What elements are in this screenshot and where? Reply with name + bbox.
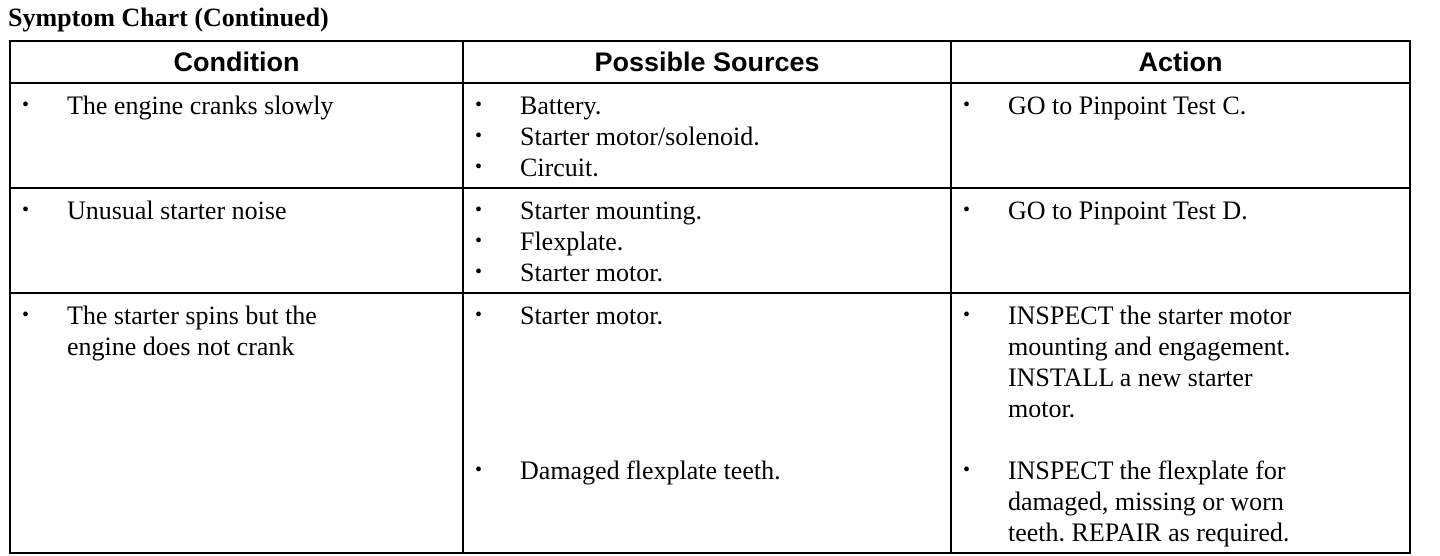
- list-item: [963, 90, 1401, 121]
- bullet-icon: •: [22, 94, 30, 116]
- action-text: [1008, 300, 1291, 424]
- table-row: [10, 83, 1410, 188]
- page-title: Symptom Chart (Continued): [8, 3, 329, 32]
- condition-cell: [10, 188, 463, 293]
- action-line: mounting and engagement.: [1008, 332, 1291, 361]
- list-item: [22, 195, 454, 226]
- list-item: [475, 455, 942, 486]
- bullet-icon: •: [475, 304, 483, 326]
- table-row: [10, 188, 1410, 293]
- sources-cell: [463, 83, 951, 188]
- action-cell: [951, 293, 1410, 553]
- action-line: INSPECT the flexplate for: [1008, 456, 1286, 485]
- header-condition: Condition: [10, 41, 463, 83]
- bullet-icon: •: [963, 94, 971, 116]
- list-item: [475, 300, 942, 331]
- source-text: Starter motor/solenoid.: [520, 122, 760, 151]
- list-item: [475, 195, 942, 226]
- list-item: [963, 195, 1401, 226]
- source-text: Starter motor.: [520, 301, 663, 330]
- list-item: [475, 152, 942, 183]
- list-item: [963, 300, 1401, 424]
- bullet-icon: •: [475, 459, 483, 481]
- list-item: [475, 90, 942, 121]
- source-text: Starter motor.: [520, 258, 663, 287]
- source-text: Circuit.: [520, 153, 599, 182]
- bullet-icon: •: [22, 199, 30, 221]
- action-text: GO to Pinpoint Test D.: [1008, 196, 1248, 225]
- action-line: damaged, missing or worn: [1008, 487, 1284, 516]
- bullet-icon: •: [963, 459, 971, 481]
- source-text: Starter mounting.: [520, 196, 702, 225]
- condition-cell: [10, 293, 463, 553]
- list-item: [475, 121, 942, 152]
- condition-text: [67, 300, 317, 362]
- source-text: Battery.: [520, 91, 602, 120]
- bullet-icon: •: [475, 125, 483, 147]
- table-header-row: [10, 41, 1410, 83]
- action-text: [1008, 455, 1289, 548]
- table-row: [10, 293, 1410, 553]
- condition-line: engine does not crank: [67, 332, 295, 361]
- condition-text: Unusual starter noise: [67, 196, 287, 225]
- list-item: [475, 226, 942, 257]
- condition-cell: [10, 83, 463, 188]
- bullet-icon: •: [22, 304, 30, 326]
- symptom-chart-table: [9, 40, 1411, 554]
- bullet-icon: •: [475, 94, 483, 116]
- action-text: GO to Pinpoint Test C.: [1008, 91, 1247, 120]
- action-line: INSPECT the starter motor: [1008, 301, 1292, 330]
- list-item: [963, 455, 1401, 548]
- action-cell: [951, 188, 1410, 293]
- list-item: [475, 257, 942, 288]
- bullet-icon: •: [963, 304, 971, 326]
- action-line: motor.: [1008, 394, 1076, 423]
- list-item: [22, 90, 454, 121]
- bullet-icon: •: [475, 156, 483, 178]
- action-line: INSTALL a new starter: [1008, 363, 1253, 392]
- source-text: Damaged flexplate teeth.: [520, 456, 781, 485]
- condition-line: The starter spins but the: [67, 301, 317, 330]
- header-action: Action: [951, 41, 1410, 83]
- sources-cell: [463, 293, 951, 553]
- bullet-icon: •: [475, 261, 483, 283]
- source-text: Flexplate.: [520, 227, 624, 256]
- bullet-icon: •: [475, 230, 483, 252]
- action-line: teeth. REPAIR as required.: [1008, 518, 1290, 547]
- bullet-icon: •: [475, 199, 483, 221]
- bullet-icon: •: [963, 199, 971, 221]
- condition-text: The engine cranks slowly: [67, 91, 334, 120]
- action-cell: [951, 83, 1410, 188]
- header-possible-sources: Possible Sources: [463, 41, 951, 83]
- list-item: [22, 300, 454, 362]
- sources-cell: [463, 188, 951, 293]
